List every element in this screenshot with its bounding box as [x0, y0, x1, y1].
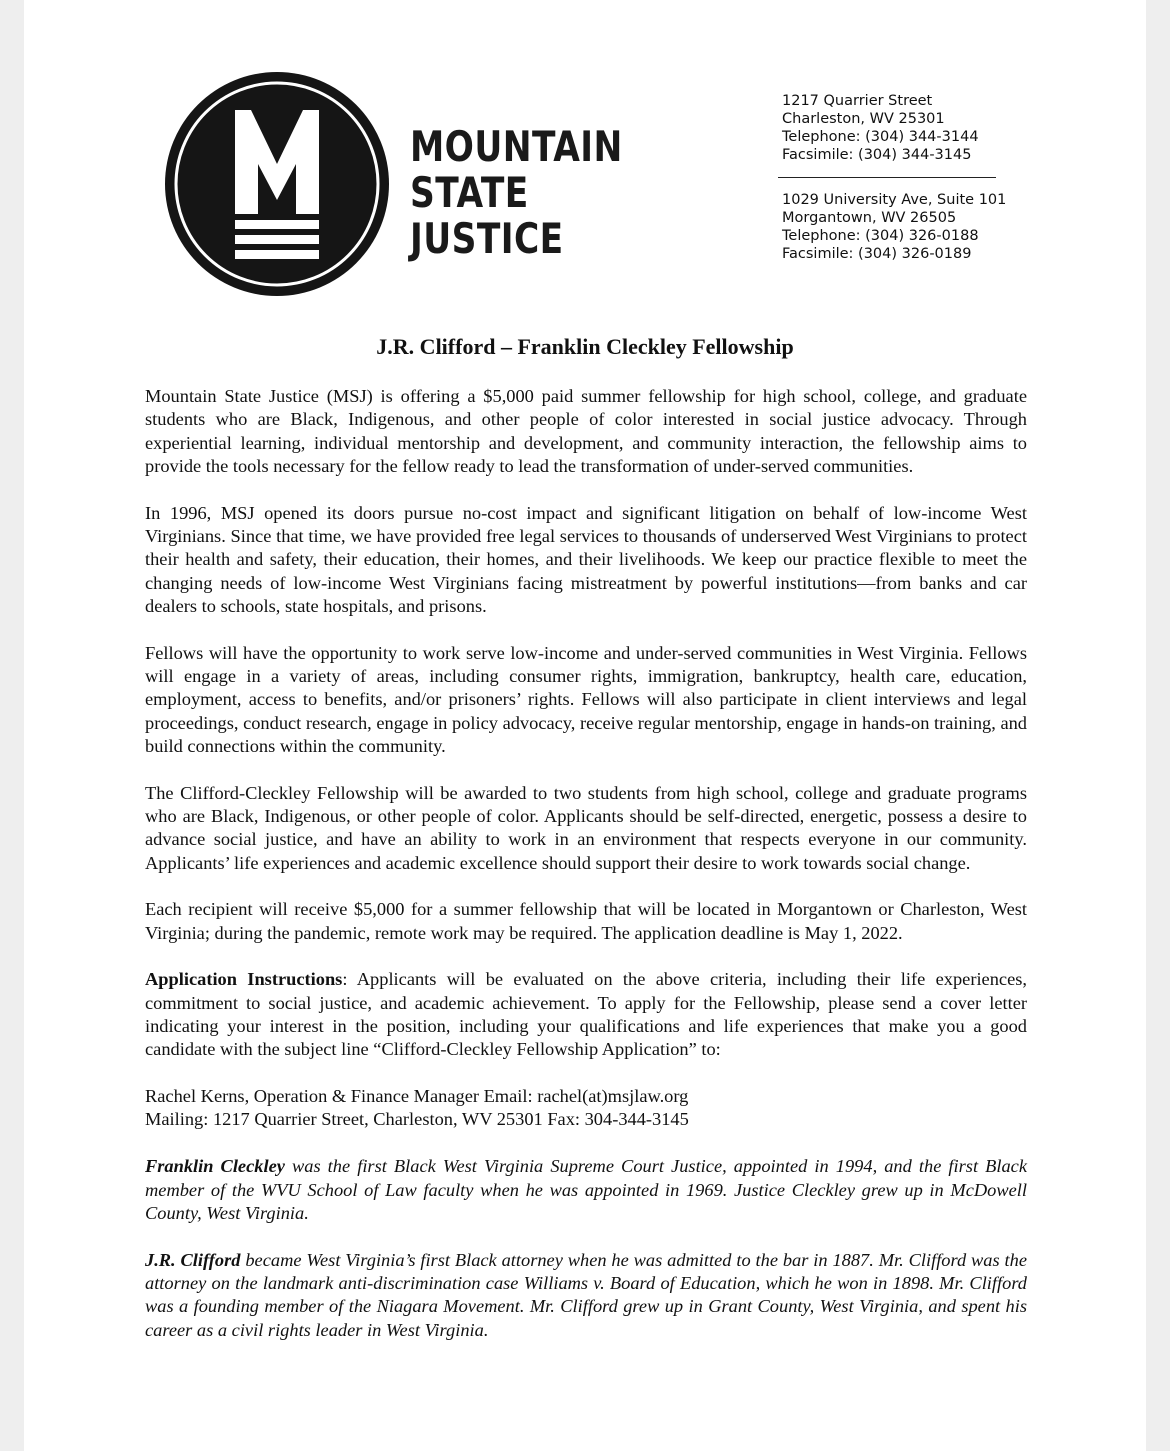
paragraph-opportunity: Fellows will have the opportunity to work serve low-income and under-served communities in West Virginia. Fellows will engage in a variety of areas, including consumer rights, immigration, bankruptcy, health care, education, employment, access to benefits, and/or prisoners’ rights. Fellows will also participate in client interviews and legal proceedings, conduct research, engage in policy advocacy, receive regular mentorship, engage in hands-on training, and build connections within the community.	[145, 642, 1027, 756]
document-body	[145, 385, 1027, 1365]
bio-text: was the first Black West Virginia Supreme Court Justice, appointed in 1994, and the first Black member of the WVU School of Law faculty when he was appointed in 1969. Justice Cleckley grew up in McDowell County, West Virginia.	[145, 1156, 1028, 1223]
paragraph-award: Each recipient will receive $5,000 for a summer fellowship that will be located in Morgantown or Charleston, West Virginia; during the pandemic, remote work may be required. The application deadline is May 1, 2022.	[145, 899, 1027, 943]
bio-name: J.R. Clifford	[145, 1249, 241, 1270]
office-telephone: Telephone: (304) 326-0188	[782, 228, 979, 244]
contact-email-line: Rachel Kerns, Operation & Finance Manager Email: rachel(at)msjlaw.org	[145, 1086, 689, 1107]
morgantown-office	[782, 191, 1006, 263]
bio-name: Franklin Cleckley	[145, 1156, 285, 1177]
letterhead-address	[782, 92, 1006, 263]
document-page	[24, 0, 1146, 1451]
bio-text: became West Virginia’s first Black attorney when he was admitted to the bar in 1887. Mr. Clifford was the attorney on the landmark anti-discrimination case Williams v. Board of Education, which he won in 1898. Mr. Clifford was a founding member of the Niagara Movement. Mr. Clifford grew up in Grant County, West Virginia, and spent his career as a civil rights leader in West Virginia.	[145, 1249, 1027, 1340]
paragraph-intro: Mountain State Justice (MSJ) is offering a $5,000 paid summer fellowship for high school, college, and graduate students who are Black, Indigenous, and other people of color interested in social justice advocacy. Through experiential learning, individual mentorship and development, and community interaction, the fellowship aims to provide the tools necessary for the fellow ready to lead the transformation of under-served communities.	[145, 386, 1027, 476]
paragraph-history: In 1996, MSJ opened its doors pursue no-cost impact and significant litigation on behalf of low-income West Virginians. Since that time, we have provided free legal services to thousands of underserved West Virginians to protect their health and safety, their education, their homes, and their livelihoods. We keep our practice flexible to meet the changing needs of low-income West Virginians facing mistreatment by powerful institutions—from banks and car dealers to schools, state hospitals, and prisons.	[145, 502, 1027, 616]
bio-cleckley	[145, 1155, 1027, 1225]
office-street: 1029 University Ave, Suite 101	[782, 192, 1007, 208]
office-fax: Facsimile: (304) 344-3145	[782, 147, 972, 163]
office-city: Charleston, WV 25301	[782, 111, 945, 127]
contact-block	[145, 1085, 1027, 1132]
paragraph-eligibility: The Clifford-Cleckley Fellowship will be awarded to two students from high school, college and graduate programs who are Black, Indigenous, or other people of color. Applicants should be self-directed, energetic, possess a desire to advance social justice, and have an ability to work in an environment that respects everyone in our community. Applicants’ life experiences and academic excellence should support their desire to work towards social change.	[145, 782, 1027, 873]
logo-line-mountain: MOUNTAIN	[410, 122, 623, 171]
paragraph-application	[145, 968, 1027, 1061]
logo-line-justice: JUSTICE	[410, 214, 564, 263]
address-divider	[778, 177, 996, 178]
application-text: : Applicants will be evaluated on the above criteria, including their life experiences, commitment to social justice, and academic achievement. To apply for the Fellowship, please send a cover letter indicating your interest in the position, including your qualifications and life experiences that make you a good candidate with the subject line “Clifford-Cleckley Fellowship Application” to:	[145, 969, 1027, 1060]
logo-line-state: STATE	[410, 168, 529, 217]
office-telephone: Telephone: (304) 344-3144	[782, 129, 979, 145]
document-title: J.R. Clifford – Franklin Cleckley Fellowship	[376, 334, 794, 359]
charleston-office	[782, 92, 1006, 164]
office-fax: Facsimile: (304) 326-0189	[782, 246, 972, 262]
logo-wordmark	[410, 124, 623, 262]
office-street: 1217 Quarrier Street	[782, 93, 933, 109]
bio-clifford	[145, 1249, 1027, 1342]
office-city: Morgantown, WV 26505	[782, 210, 957, 226]
contact-mailing-line: Mailing: 1217 Quarrier Street, Charleston, WV 25301 Fax: 304-344-3145	[145, 1109, 689, 1130]
msj-m-emblem-icon	[164, 72, 404, 298]
msj-logo	[164, 72, 624, 298]
application-label: Application Instructions	[145, 969, 343, 990]
